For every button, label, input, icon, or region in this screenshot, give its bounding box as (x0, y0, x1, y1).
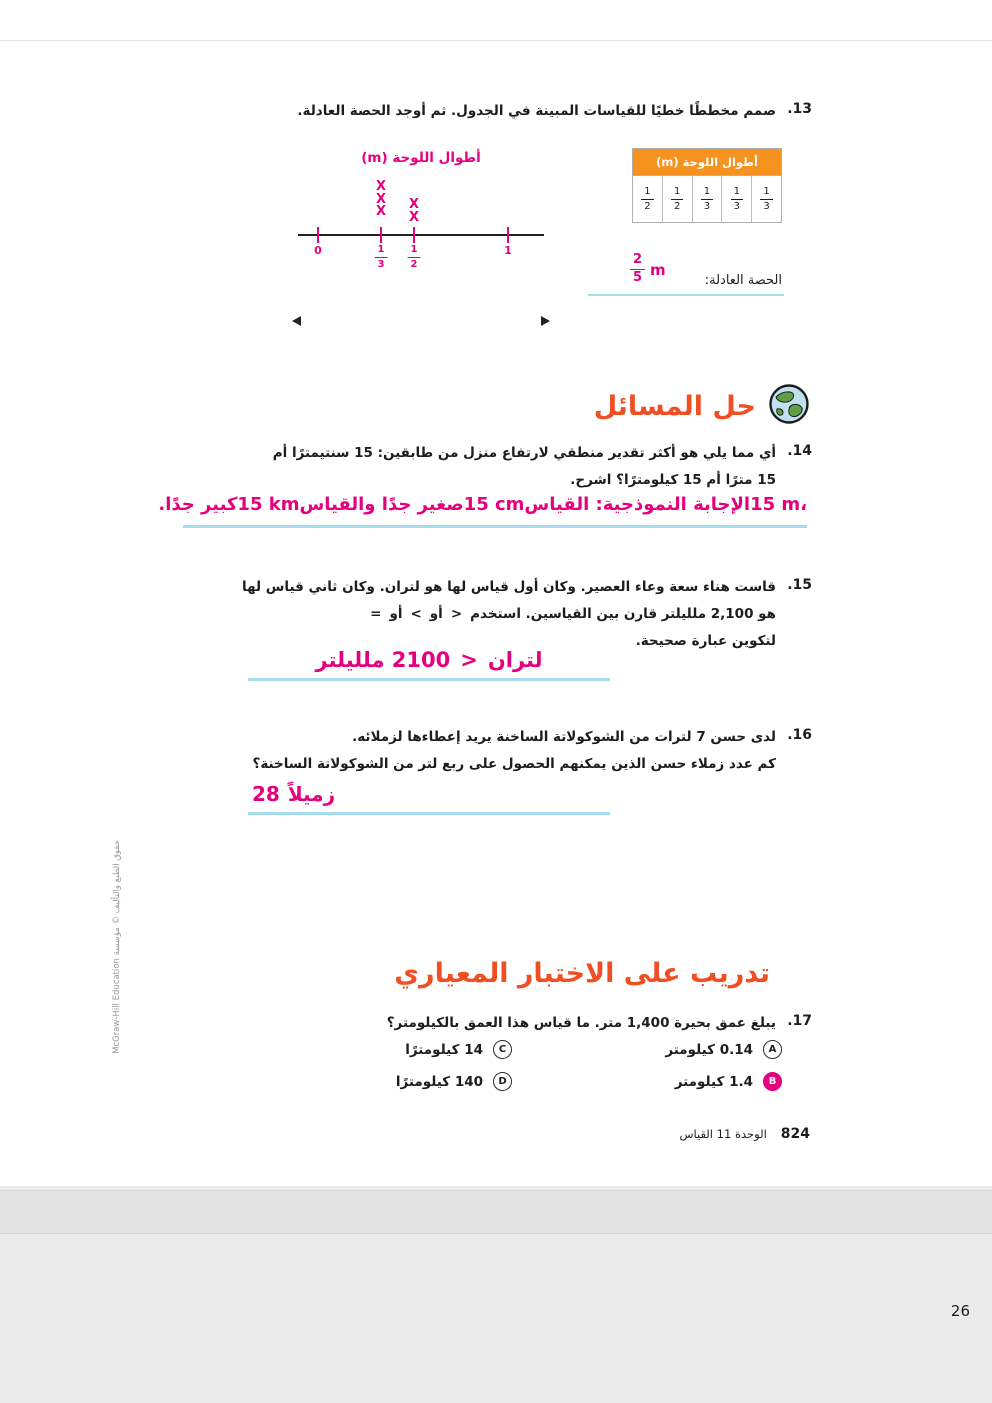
fraction-denominator: 3 (377, 258, 385, 270)
table-body (633, 176, 781, 222)
choice-a-radio[interactable]: A (763, 1040, 782, 1059)
question-token: أو (389, 606, 403, 622)
copyright-sidebar: حقوق الطبع والتأليف © مؤسسة McGraw-Hill Education (112, 840, 122, 1054)
table-cell (692, 176, 722, 222)
unit-label: الوحدة 11 القياس (679, 1127, 767, 1141)
fraction-denominator: 3 (733, 200, 740, 212)
answer-token: 28 (252, 782, 280, 806)
scan-page-number: 26 (950, 1302, 970, 1320)
answer-choice-a[interactable] (665, 1040, 782, 1059)
question-13-text: صمم مخططًا خطيًا للقياسات المبينة في الجدول. ثم أوجد الحصة العادلة. (297, 103, 776, 119)
table-cell (751, 176, 781, 222)
answer-token: زميلاً (287, 782, 336, 806)
arrow-left-icon (292, 316, 301, 326)
standardized-test-header (394, 958, 770, 989)
x-mark-icon: X (408, 209, 420, 225)
tick-mark (380, 227, 382, 243)
fraction-numerator: 1 (760, 186, 772, 200)
fraction-numerator: 1 (375, 244, 388, 258)
fraction-denominator: 3 (703, 200, 711, 212)
section-title: تدريب على الاختبار المعياري (394, 958, 770, 989)
question-16 (200, 724, 812, 778)
question-14 (200, 440, 812, 494)
question-13-answer (588, 240, 784, 296)
question-17-text: يبلغ عمق بحيرة 1,400 متر. ما قياس هذا العمق بالكيلومتر؟ (386, 1015, 776, 1031)
answer-token: صغير جدًا والقياس (299, 494, 464, 515)
question-14-line2: 15 مترًا أم 15 كيلومترًا؟ اشرح. (570, 472, 776, 488)
tick-mark (413, 227, 415, 243)
x-mark-icon: X (375, 204, 387, 219)
answer-choice-b[interactable] (675, 1072, 782, 1091)
line-plot-title: أطوال اللوحة (m) (361, 150, 481, 166)
choice-d-radio[interactable]: D (493, 1072, 512, 1091)
x-marks-one-half (409, 199, 419, 224)
handwritten-answer-16 (248, 782, 610, 815)
fraction-numerator: 1 (641, 186, 653, 200)
fraction-denominator: 2 (644, 200, 651, 212)
table-cell (633, 176, 662, 222)
scan-bottom-area (0, 1186, 992, 1403)
top-divider (0, 40, 992, 41)
question-17-number: 17. (787, 1013, 812, 1029)
answer-token: 15 km (237, 494, 300, 515)
answer-underline (588, 294, 784, 296)
section-title: حل المسائل (593, 390, 756, 422)
answer-choice-d[interactable] (396, 1072, 512, 1091)
question-15 (200, 574, 812, 655)
tick-label-zero: 0 (314, 244, 322, 257)
question-13-number: 13. (787, 101, 812, 117)
question-15-line3: لتكوين عبارة صحيحة. (635, 633, 776, 649)
choice-c-radio[interactable]: C (493, 1040, 512, 1059)
globe-icon (768, 383, 810, 429)
tick-label-one-half (408, 244, 421, 270)
fraction-denominator: 2 (674, 200, 681, 212)
x-mark-icon: X (375, 179, 387, 194)
scan-band (0, 1190, 992, 1234)
solve-problems-header (594, 383, 810, 429)
handwritten-answer-13 (630, 253, 666, 286)
question-14-number: 14. (787, 443, 812, 459)
book-footer (679, 1126, 810, 1142)
book-page-number: 824 (780, 1126, 810, 1142)
table-header: أطوال اللوحة (m) (633, 149, 781, 176)
handwritten-answer-14 (158, 494, 807, 528)
tick-mark (317, 227, 319, 243)
fraction-numerator: 1 (671, 186, 683, 200)
x-mark-icon: X (408, 197, 420, 212)
fraction-numerator: 2 (630, 253, 645, 270)
choice-a-label: 0.14 كيلومتر (665, 1041, 753, 1058)
question-token: أو (429, 606, 443, 622)
choice-b-label: 1.4 كيلومتر (674, 1073, 753, 1090)
answer-token: 15 m، (750, 494, 807, 515)
answer-token: كبير جدًا. (158, 494, 238, 515)
line-plot (296, 148, 546, 293)
less-than-symbol: < (410, 606, 422, 622)
question-15-line1: قاست هناء سعة وعاء العصير. وكان أول قياس لها هو لتران. وكان ثاني قياس لها (242, 579, 776, 595)
fraction-denominator: 3 (763, 200, 770, 212)
question-16-line1: لدى حسن 7 لترات من الشوكولاتة الساخنة يريد إعطاءها لزملائه. (352, 729, 776, 745)
tick-label-one-third (375, 244, 388, 270)
fair-share-label: الحصة العادلة: (704, 273, 782, 288)
answer-token: 15 cm (463, 494, 525, 515)
greater-than-symbol: > (450, 606, 463, 622)
tick-label-one: 1 (504, 244, 512, 257)
choice-b-selected-radio[interactable]: B (763, 1072, 782, 1091)
question-17 (200, 1010, 812, 1037)
question-15-line2 (200, 601, 776, 628)
equals-symbol: = (370, 606, 382, 622)
answer-choice-c[interactable] (405, 1040, 512, 1059)
tick-mark (507, 227, 509, 243)
handwritten-answer-15 (248, 648, 610, 681)
fraction-numerator: 1 (731, 186, 743, 200)
fraction-numerator: 1 (701, 186, 713, 200)
question-14-line1: أي مما يلي هو أكثر تقدير منطقي لارتفاع منزل من طابقين: 15 سنتيمترًا أم (272, 445, 776, 461)
x-mark-icon: X (375, 191, 387, 207)
fraction-denominator: 2 (410, 258, 418, 270)
question-15-number: 15. (787, 577, 812, 593)
answer-unit: m (650, 260, 666, 279)
fraction-numerator: 1 (408, 244, 421, 258)
answer-token: 2100 ملليلتر (315, 648, 451, 672)
measurements-table (632, 148, 782, 223)
greater-than-symbol: > (460, 648, 478, 672)
choice-d-label: 140 كيلومترًا (395, 1073, 483, 1090)
table-cell (662, 176, 692, 222)
question-13 (190, 98, 812, 125)
choice-c-label: 14 كيلومترًا (405, 1041, 483, 1058)
question-16-line2: كم عدد زملاء حسن الذين يمكنهم الحصول على ربع لتر من الشوكولاتة الساخنة؟ (252, 756, 776, 772)
answer-token: لتران (487, 648, 543, 672)
x-marks-one-third (376, 181, 386, 219)
answer-token: الإجابة النموذجية: القياس (524, 494, 751, 515)
table-cell (721, 176, 751, 222)
arrow-right-icon (541, 316, 550, 326)
question-16-number: 16. (787, 727, 812, 743)
question-token: هو 2,100 ملليلتر قارن بين القياسين. استخدم (470, 606, 776, 622)
fraction-denominator: 5 (633, 270, 643, 286)
